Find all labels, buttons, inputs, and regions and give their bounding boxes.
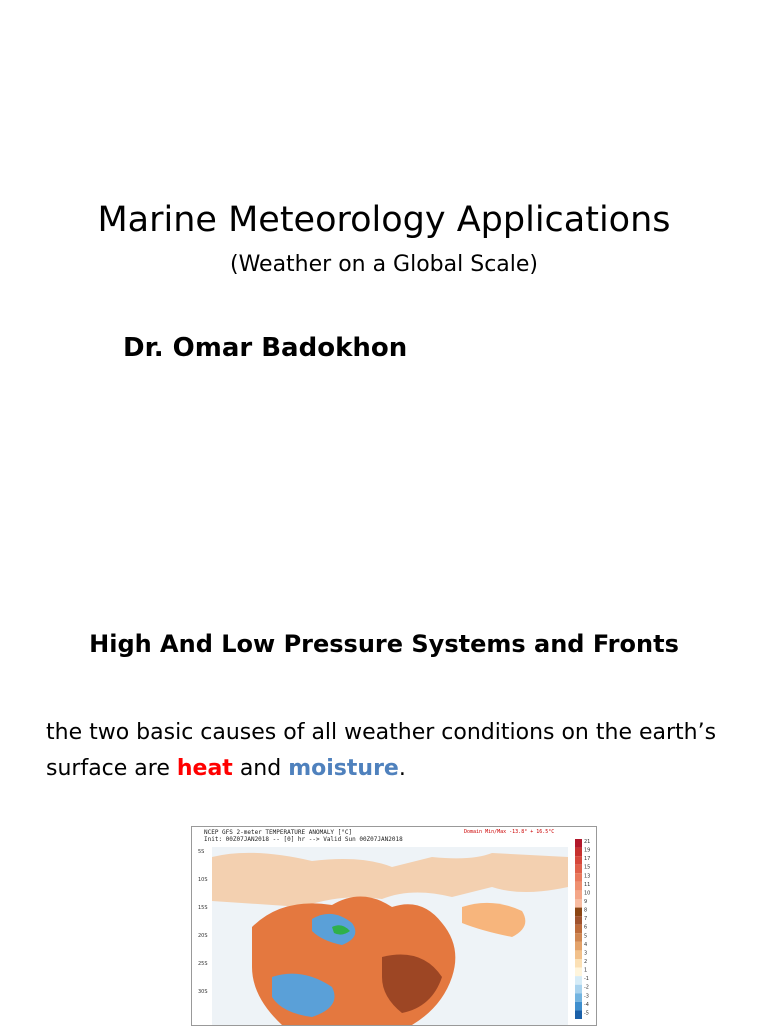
latitude-labels <box>198 849 208 995</box>
color-scale-label: 19 <box>584 847 591 854</box>
map-domain-range: Domain Min/Max -13.8° + 16.5°C <box>464 829 555 835</box>
color-scale-swatch <box>575 865 582 874</box>
color-scale-label: 13 <box>584 873 591 880</box>
color-scale-swatch <box>575 848 582 857</box>
body-text-start: the two basic causes of all weather conditions on the earth’s surface are <box>46 720 717 781</box>
map-header-title: NCEP GFS 2-meter TEMPERATURE ANOMALY [°C] <box>204 829 353 836</box>
latitude-label: 5S <box>198 849 205 855</box>
color-scale-swatch <box>575 976 582 985</box>
highlight-heat: heat <box>176 756 233 781</box>
latitude-label: 15S <box>198 905 208 911</box>
color-scale-swatch <box>575 933 582 942</box>
color-scale-label: 10 <box>584 890 591 897</box>
color-scale-swatch <box>575 839 582 848</box>
color-scale-swatch <box>575 899 582 908</box>
color-scale-swatch <box>575 1002 582 1011</box>
slide-subtitle: (Weather on a Global Scale) <box>229 252 539 277</box>
body-text-end: . <box>398 756 406 781</box>
color-scale-swatch <box>575 882 582 891</box>
body-paragraph <box>46 715 726 787</box>
color-scale-label: -1 <box>584 976 589 983</box>
color-scale-swatch <box>575 959 582 968</box>
color-scale-label: -5 <box>584 1010 589 1017</box>
color-scale-swatch <box>575 985 582 994</box>
slide-content <box>0 590 768 1024</box>
latitude-label: 25S <box>198 961 208 967</box>
color-scale-label: 5 <box>584 933 588 940</box>
color-scale-label: 15 <box>584 864 591 871</box>
color-scale-swatch <box>575 942 582 951</box>
color-scale-label: 7 <box>584 916 588 923</box>
color-scale-swatch <box>575 993 582 1002</box>
latitude-label: 20S <box>198 933 208 939</box>
color-scale-swatch <box>575 950 582 959</box>
color-scale-swatch <box>575 908 582 917</box>
color-scale-label: 11 <box>584 881 591 888</box>
map-header-init: Init: 00Z07JAN2018 -- [0] hr --> Valid Sun 00Z07JAN2018 <box>204 836 403 843</box>
color-scale-label: 4 <box>584 941 588 948</box>
slide-title-text: Marine Meteorology Applications <box>97 200 671 240</box>
color-scale-label: 8 <box>584 907 588 914</box>
temperature-anomaly-map <box>191 826 597 1026</box>
color-scale-swatch <box>575 1010 582 1019</box>
color-scale-label: 2 <box>584 959 588 965</box>
color-scale-label: 9 <box>584 899 588 905</box>
color-scale-swatch <box>575 890 582 899</box>
color-scale-label: 1 <box>584 967 588 974</box>
latitude-label: 30S <box>198 989 208 995</box>
body-text-mid: and <box>232 756 289 781</box>
author-name: Dr. Omar Badokhon <box>123 333 408 363</box>
section-heading: High And Low Pressure Systems and Fronts <box>89 630 679 658</box>
color-scale <box>575 839 590 1019</box>
color-scale-label: 17 <box>584 856 591 863</box>
color-scale-label: -4 <box>584 1001 589 1008</box>
latitude-label: 10S <box>198 877 208 883</box>
color-scale-swatch <box>575 873 582 882</box>
map-graphic <box>192 827 596 1025</box>
color-scale-swatch <box>575 925 582 934</box>
color-scale-swatch <box>575 856 582 865</box>
color-scale-label: 6 <box>584 924 588 931</box>
color-scale-label: 3 <box>584 950 588 957</box>
color-scale-swatch <box>575 916 582 925</box>
color-scale-label: -3 <box>584 993 589 1000</box>
highlight-moisture: moisture <box>288 756 399 781</box>
color-scale-label: 21 <box>584 839 591 845</box>
color-scale-label: -2 <box>584 984 589 991</box>
color-scale-swatch <box>575 968 582 977</box>
